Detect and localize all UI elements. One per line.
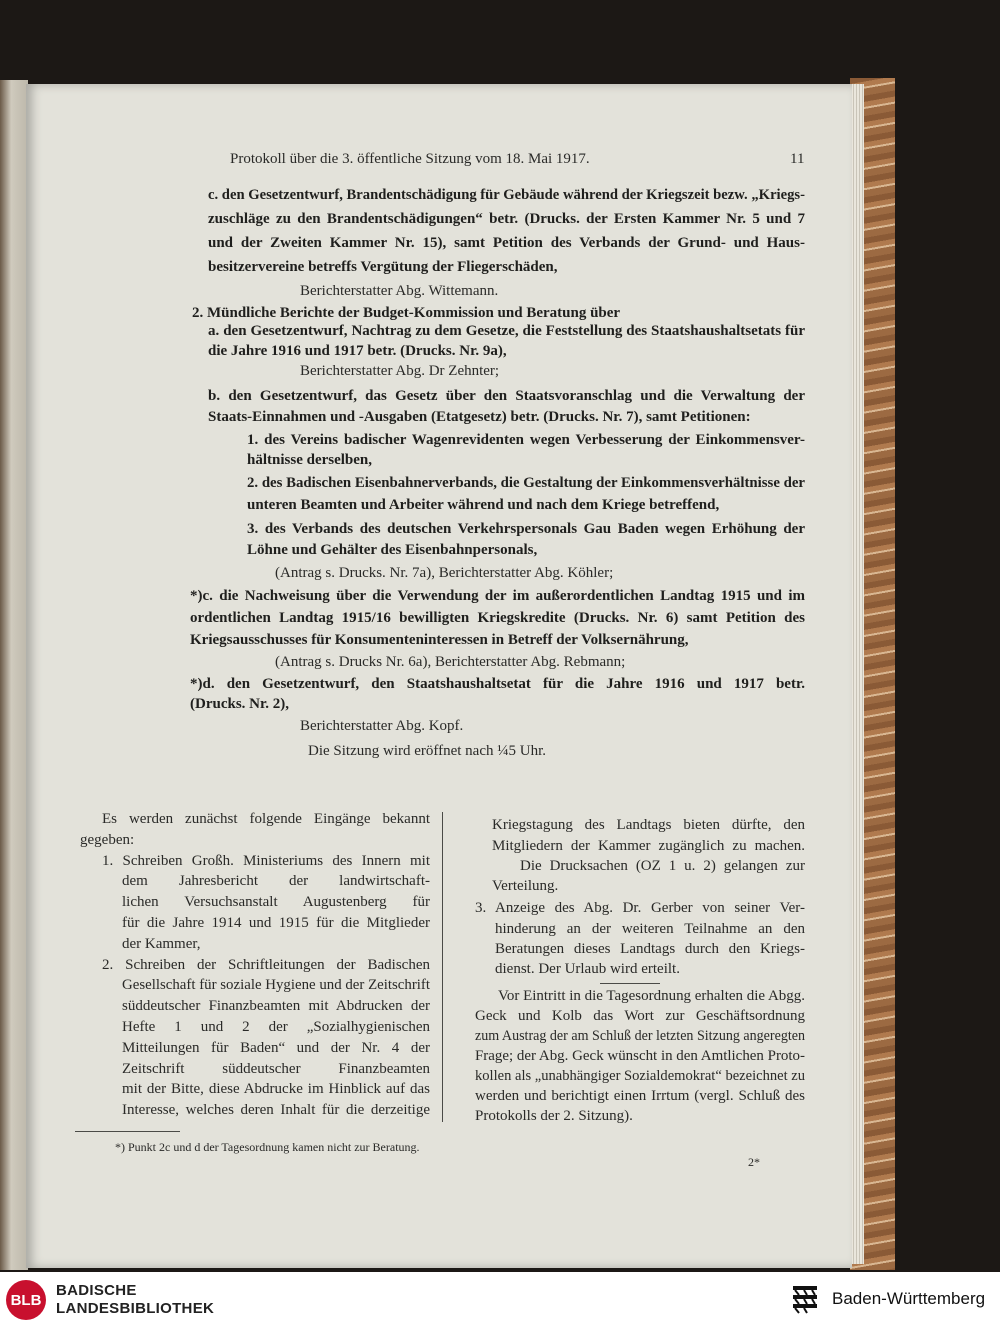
agenda-c-line: zuschläge zu den Brandentschädigungen“ betr. (Drucks. der Ersten Kammer Nr. 5 und 7 (208, 211, 805, 227)
agenda-d-reporter-line: Berichterstatter Abg. Kopf. (300, 718, 464, 734)
left-column-item1-line: lichen Versuchsanstalt Augustenberg für (122, 894, 430, 910)
footnote-rule (75, 1131, 180, 1132)
agenda-c-reporter-line: Berichterstatter Abg. Wittemann. (300, 283, 499, 299)
left-column-item1-line: für die Jahre 1914 und 1915 für die Mitglieder (122, 915, 430, 931)
agenda-c2-line: Kriegsausschusses für Konsumenteninteressen in Betreff der Volksernährung, (190, 632, 689, 648)
right-column-agenda-para-line: Geck und Kolb das Wort zur Geschäftsordnung (475, 1008, 805, 1024)
section-rule (600, 983, 660, 984)
agenda-d-line: *)d. den Gesetzentwurf, den Staatshaushaltsetat für die Jahre 1916 und 1917 betr. (190, 676, 805, 692)
agenda-b-line: Staats-Einnahmen und -Ausgaben (Etatgesetz) betr. (Drucks. Nr. 7), samt Petitionen: (208, 409, 751, 425)
agenda-c2-line: ordentlichen Landtag 1915/16 bewilligten Kriegskredite (Drucks. Nr. 6) samt Petition des (190, 610, 805, 626)
page-number: 11 (790, 151, 805, 167)
agenda-a-reporter-line: Berichterstatter Abg. Dr Zehnter; (300, 363, 500, 379)
agenda-a-line: a. den Gesetzentwurf, Nachtrag zu dem Gesetze, die Feststellung des Staatshaushaltsetats für (208, 323, 805, 339)
left-column-item2-line: Hefte 1 und 2 der „Sozialhygienischen (122, 1019, 430, 1035)
signature-mark: 2* (748, 1155, 760, 1169)
agenda-b-reporter-line: (Antrag s. Drucks. Nr. 7a), Berichterstatter Abg. Köhler; (275, 565, 614, 581)
agenda-b2-line: 2. des Badischen Eisenbahnerverbands, die Gestaltung der Einkommensverhältnisse der (247, 475, 806, 491)
agenda-b-line: b. den Gesetzentwurf, das Gesetz über den Staatsvoranschlag und die Verwaltung der (208, 388, 805, 404)
left-column-item2-line: süddeutscher Finanzbeamten mit Abdrucken der (122, 998, 430, 1014)
left-column-item2-line: 2. Schreiben der Schriftleitungen der Badischen (102, 957, 430, 973)
blb-logo[interactable]: BLB (6, 1280, 46, 1320)
right-column-item2-cont-line: Mitgliedern der Kammer zugänglich zu machen. (492, 838, 805, 854)
right-column-agenda-para-line: Frage; der Abg. Geck wünscht in den Amtlichen Proto- (475, 1048, 805, 1064)
library-name-line-2: LANDESBIBLIOTHEK (56, 1300, 215, 1317)
agenda-c-line: und der Zweiten Kammer Nr. 15), samt Petition des Verbands der Grund- und Haus- (208, 235, 805, 251)
agenda-b3-line: 3. des Verbands des deutschen Verkehrspersonals Gau Baden wegen Erhöhung der (247, 521, 805, 537)
agenda-opening-line: Die Sitzung wird eröffnet nach ¼5 Uhr. (308, 743, 547, 759)
right-column-item3-line: dienst. Der Urlaub wird erteilt. (495, 961, 680, 977)
state-name[interactable]: Baden-Württemberg (832, 1289, 986, 1308)
library-name[interactable] (56, 1282, 214, 1318)
running-header: Protokoll über die 3. öffentliche Sitzung vom 18. Mai 1917. (230, 151, 590, 167)
agenda-c-line: c. den Gesetzentwurf, Brandentschädigung für Gebäude während der Kriegszeit bezw. „Kriegs- (208, 187, 806, 203)
agenda-c2-line: *)c. die Nachweisung über die Verwendung der im außerordentlichen Landtag 1915 und im (190, 588, 805, 604)
facing-page-edge (0, 80, 28, 1270)
left-column-item1-line: dem Jahresbericht der landwirtschaft- (122, 873, 430, 889)
agenda-b1-line: 1. des Vereins badischer Wagenrevidenten wegen Verbesserung der Einkommensver- (247, 432, 805, 448)
left-column-item2-line: mit der Bitte, diese Abdrucke im Hinblick auf das (122, 1081, 430, 1097)
right-column-item2-cont-line: Kriegstagung des Landtags bieten dürfte, den (492, 817, 805, 833)
right-column-item3-line: hinderung an der weiteren Teilnahme an den (495, 921, 805, 937)
left-column-item2-line: Zeitschrift süddeutscher Finanzbeamten (122, 1061, 430, 1077)
left-column-item2-line: Mitteilungen für Baden“ und der Nr. 4 der (122, 1040, 430, 1056)
baden-wuerttemberg-lions-icon (790, 1282, 820, 1316)
agenda-item2-line: 2. Mündliche Berichte der Budget-Kommission und Beratung über (192, 305, 621, 321)
right-column-item3-line: 3. Anzeige des Abg. Dr. Gerber von seiner Ver- (475, 900, 805, 916)
left-column-item2-line: Interesse, welches deren Inhalt für die derzeitige (122, 1102, 430, 1118)
left-column-intro-line: Es werden zunächst folgende Eingänge bekannt (102, 811, 430, 827)
agenda-c-line: besitzervereine betreffs Vergütung der Fliegerschäden, (208, 259, 558, 275)
right-column-print-note-line: Die Drucksachen (OZ 1 u. 2) gelangen zur (520, 858, 805, 874)
right-column-item3-line: Beratungen dieses Landtags durch den Kriegs- (495, 941, 805, 957)
left-column-item1-line: 1. Schreiben Großh. Ministeriums des Innern mit (102, 853, 430, 869)
right-column-print-note-line: Verteilung. (492, 878, 559, 894)
left-column-item1-line: der Kammer, (122, 936, 201, 952)
agenda-b1-line: hältnisse derselben, (247, 452, 373, 468)
footnote: *) Punkt 2c und d der Tagesordnung kamen nicht zur Beratung. (115, 1140, 420, 1154)
column-divider (442, 812, 443, 1122)
right-column-agenda-para-line: kollen als „unabhängiger Sozialdemokrat“ bezeichnet zu (475, 1068, 806, 1084)
agenda-b2-line: unteren Beamten und Arbeiter während und nach dem Kriege betreffend, (247, 497, 720, 513)
agenda-d-line: (Drucks. Nr. 2), (190, 696, 290, 712)
footer-bar (0, 1272, 1000, 1326)
left-column-item2-line: Gesellschaft für soziale Hygiene und der Zeitschrift (122, 977, 431, 993)
right-column-agenda-para-line: zum Austrag der am Schluß der letzten Sitzung angeregten (475, 1028, 806, 1044)
left-column-intro-line: gegeben: (80, 832, 135, 848)
right-column-agenda-para-line: Vor Eintritt in die Tagesordnung erhalten die Abgg. (498, 988, 805, 1004)
agenda-c2-reporter-line: (Antrag s. Drucks Nr. 6a), Berichterstatter Abg. Rebmann; (275, 654, 626, 670)
library-name-line-1: BADISCHE (56, 1282, 137, 1299)
agenda-b3-line: Löhne und Gehälter des Eisenbahnpersonals, (247, 542, 538, 558)
right-column-agenda-para-line: Protokolls der 2. Sitzung). (475, 1108, 633, 1124)
right-column-agenda-para-line: werden und berichtigt einen Irrtum (vergl. Schluß des (475, 1088, 805, 1104)
agenda-a-line: die Jahre 1916 und 1917 betr. (Drucks. Nr. 9a), (208, 343, 507, 359)
